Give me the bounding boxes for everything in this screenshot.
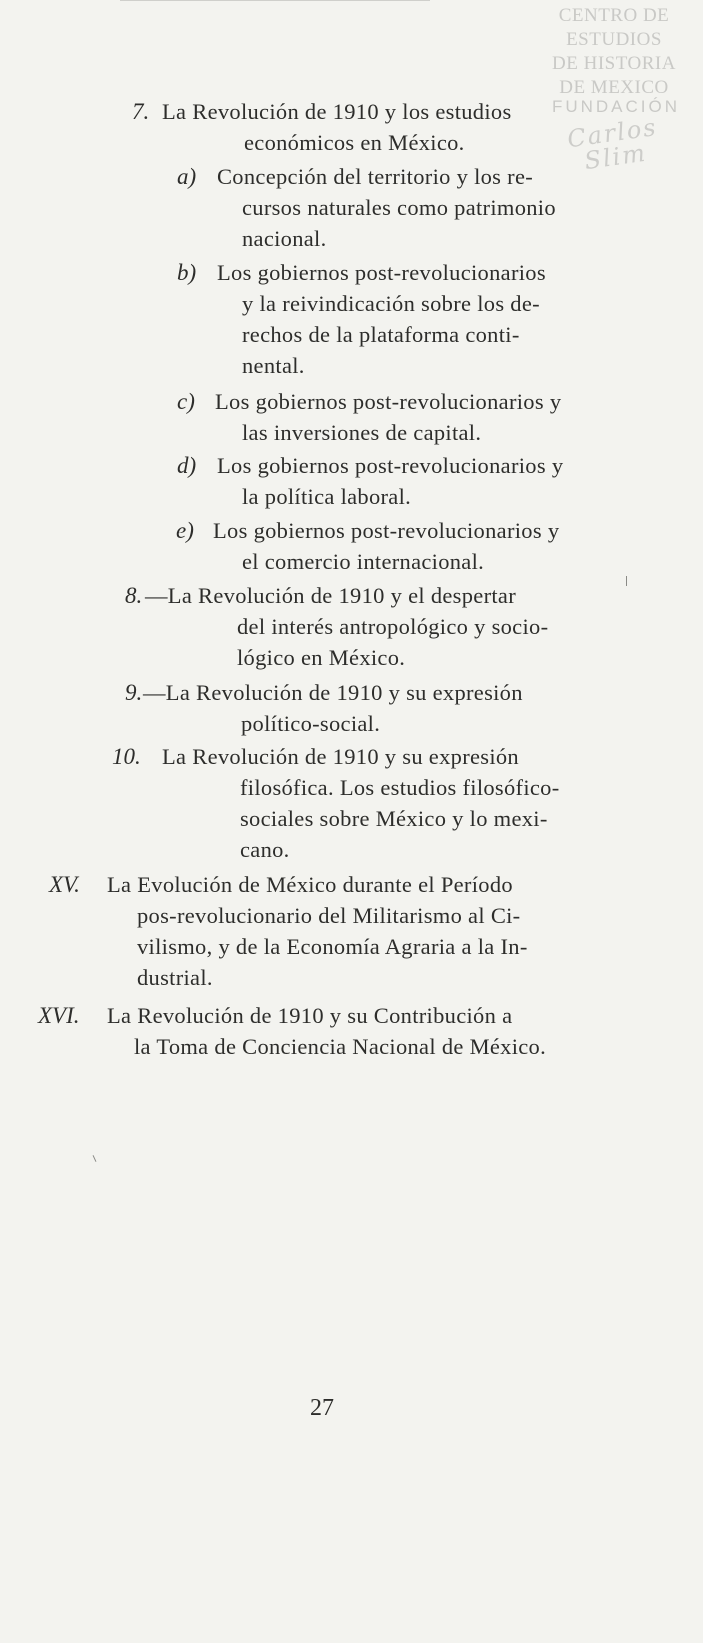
entry-line: vilismo, y de la Economía Agraria a la In- — [137, 934, 528, 959]
top-edge-rule — [120, 0, 430, 1]
entry-line: del interés antropológico y socio- — [237, 614, 549, 639]
entry-line: Los gobiernos post-revolucionarios y — [215, 389, 562, 414]
entry-number: XVI. — [38, 1003, 80, 1028]
entry-number: 10. — [112, 744, 141, 769]
entry-line: rechos de la plataforma conti- — [242, 322, 520, 347]
entry-line: cano. — [240, 837, 290, 862]
outline-entry-10 — [112, 741, 622, 865]
entry-line: La Revolución de 1910 y su expresión — [162, 744, 519, 769]
entry-line: la Toma de Conciencia Nacional de México. — [134, 1034, 547, 1059]
page-number: 27 — [310, 1395, 334, 1421]
entry-line: político-social. — [241, 711, 381, 736]
entry-line: sociales sobre México y lo mexi- — [240, 806, 548, 831]
outline-entry-9 — [125, 677, 621, 739]
entry-number: a) — [177, 164, 197, 189]
entry-line: las inversiones de capital. — [242, 420, 482, 445]
watermark-line: DE MEXICO — [559, 77, 669, 98]
entry-line: dustrial. — [137, 965, 213, 990]
entry-number: c) — [177, 389, 195, 414]
entry-line: económicos en México. — [244, 130, 465, 155]
entry-line: —La Revolución de 1910 y su expresión — [143, 680, 523, 705]
entry-line: Concepción del territorio y los re- — [217, 164, 534, 189]
entry-line: nacional. — [242, 226, 327, 251]
outline-entry-XVI — [38, 1000, 622, 1062]
entry-line: Los gobiernos post-revolucionarios — [217, 260, 546, 285]
outline-entry-a — [177, 161, 621, 254]
watermark-brand: FUNDACIÓN — [551, 97, 681, 116]
entry-number: d) — [177, 453, 197, 478]
entry-line: La Revolución de 1910 y los estudios — [162, 99, 512, 124]
entry-line: el comercio internacional. — [242, 549, 485, 574]
outline-entry-XV — [49, 869, 622, 993]
watermark-line: DE HISTORIA — [552, 53, 676, 74]
outline-entry-b — [177, 257, 621, 381]
entry-number: 7. — [132, 99, 150, 124]
entry-line: lógico en México. — [237, 645, 406, 670]
watermark-signature: Carlos Slim — [565, 112, 660, 176]
entry-line: —La Revolución de 1910 y el despertar — [145, 583, 516, 608]
entry-number: e) — [176, 518, 194, 543]
entry-line: nental. — [242, 353, 305, 378]
entry-line: La Revolución de 1910 y su Contribución a — [107, 1003, 513, 1028]
scan-speck — [93, 1155, 97, 1162]
entry-line: Los gobiernos post-revolucionarios y — [213, 518, 560, 543]
outline-entry-c — [177, 386, 621, 448]
scan-speck — [626, 576, 627, 586]
watermark-line: ESTUDIOS — [566, 29, 662, 50]
outline-entry-d — [177, 450, 621, 512]
outline-entry-7 — [132, 96, 622, 158]
entry-number: 8. — [125, 583, 143, 608]
entry-number: XV. — [49, 872, 80, 897]
entry-line: la política laboral. — [242, 484, 412, 509]
outline-entry-8 — [125, 580, 621, 673]
entry-line: La Evolución de México durante el Período — [107, 872, 513, 897]
entry-line: y la reivindicación sobre los de- — [242, 291, 540, 316]
entry-line: cursos naturales como patrimonio — [242, 195, 556, 220]
entry-number: b) — [177, 260, 197, 285]
outline-entry-e — [176, 515, 621, 577]
entry-line: filosófica. Los estudios filosófico- — [240, 775, 560, 800]
watermark-line: CENTRO DE — [558, 5, 670, 26]
entry-number: 9. — [125, 680, 143, 705]
entry-line: pos-revolucionario del Militarismo al Ci- — [137, 903, 521, 928]
entry-line: Los gobiernos post-revolucionarios y — [217, 453, 564, 478]
